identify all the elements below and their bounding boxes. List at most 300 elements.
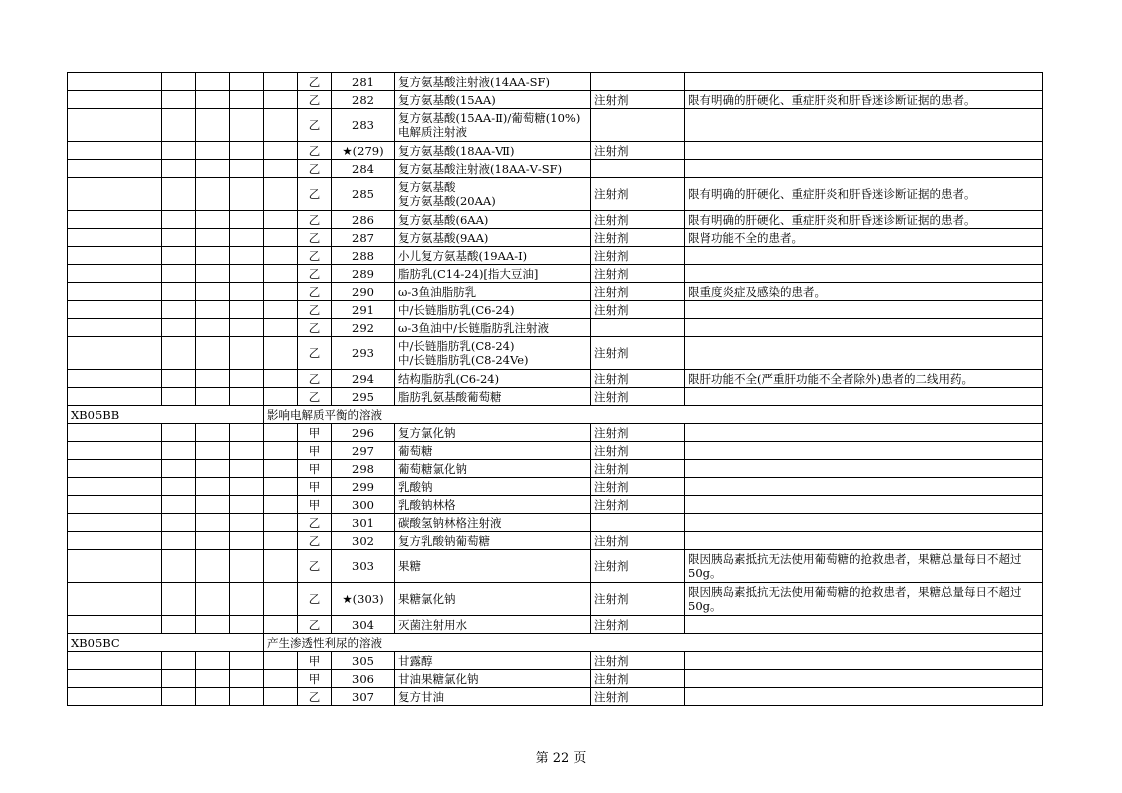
table-row <box>68 652 1043 670</box>
table-row <box>68 514 1043 532</box>
empty-cell <box>230 73 264 91</box>
empty-cell <box>68 616 162 634</box>
grade-cell: 乙 <box>298 514 332 532</box>
drug-name-cell: 复方氨基酸(18AA-Ⅶ) <box>395 142 591 160</box>
empty-cell <box>196 532 230 550</box>
grade-cell: 乙 <box>298 583 332 616</box>
table-row <box>68 301 1043 319</box>
empty-cell <box>230 265 264 283</box>
empty-cell <box>162 109 196 142</box>
empty-cell <box>230 424 264 442</box>
empty-cell <box>162 178 196 211</box>
restriction-note-cell <box>685 688 1043 706</box>
empty-cell <box>196 583 230 616</box>
dosage-form-cell: 注射剂 <box>591 532 685 550</box>
grade-cell: 乙 <box>298 301 332 319</box>
dosage-form-cell: 注射剂 <box>591 478 685 496</box>
empty-cell <box>68 442 162 460</box>
drug-name-cell: 乳酸钠林格 <box>395 496 591 514</box>
grade-cell: 乙 <box>298 178 332 211</box>
empty-cell <box>264 142 298 160</box>
empty-cell <box>196 550 230 583</box>
restriction-note-cell: 限有明确的肝硬化、重症肝炎和肝昏迷诊断证据的患者。 <box>685 91 1043 109</box>
table-row <box>68 550 1043 583</box>
restriction-note-cell <box>685 337 1043 370</box>
table-row <box>68 688 1043 706</box>
drug-name-cell: 中/长链脂肪乳(C6-24) <box>395 301 591 319</box>
drug-name-cell: ω-3鱼油脂肪乳 <box>395 283 591 301</box>
number-cell: 286 <box>332 211 395 229</box>
empty-cell <box>162 319 196 337</box>
grade-cell: 乙 <box>298 265 332 283</box>
empty-cell <box>230 319 264 337</box>
empty-cell <box>196 670 230 688</box>
empty-cell <box>196 73 230 91</box>
grade-cell: 甲 <box>298 424 332 442</box>
empty-cell <box>264 109 298 142</box>
number-cell: 296 <box>332 424 395 442</box>
empty-cell <box>162 442 196 460</box>
empty-cell <box>68 583 162 616</box>
empty-cell <box>196 460 230 478</box>
number-cell: 295 <box>332 388 395 406</box>
drug-name-cell: 灭菌注射用水 <box>395 616 591 634</box>
drug-name-cell: 复方氯化钠 <box>395 424 591 442</box>
dosage-form-cell <box>591 160 685 178</box>
table-row <box>68 424 1043 442</box>
empty-cell <box>264 478 298 496</box>
empty-cell <box>264 460 298 478</box>
empty-cell <box>196 370 230 388</box>
restriction-note-cell: 限有明确的肝硬化、重症肝炎和肝昏迷诊断证据的患者。 <box>685 211 1043 229</box>
grade-cell: 乙 <box>298 160 332 178</box>
empty-cell <box>230 496 264 514</box>
empty-cell <box>162 688 196 706</box>
restriction-note-cell <box>685 460 1043 478</box>
empty-cell <box>68 247 162 265</box>
drug-list-table <box>67 72 1043 706</box>
empty-cell <box>230 91 264 109</box>
drug-name-cell: 碳酸氢钠林格注射液 <box>395 514 591 532</box>
dosage-form-cell: 注射剂 <box>591 670 685 688</box>
empty-cell <box>196 514 230 532</box>
grade-cell: 甲 <box>298 442 332 460</box>
dosage-form-cell <box>591 109 685 142</box>
empty-cell <box>264 388 298 406</box>
empty-cell <box>68 670 162 688</box>
restriction-note-cell <box>685 301 1043 319</box>
dosage-form-cell: 注射剂 <box>591 370 685 388</box>
empty-cell <box>196 160 230 178</box>
empty-cell <box>264 301 298 319</box>
empty-cell <box>68 688 162 706</box>
empty-cell <box>264 442 298 460</box>
restriction-note-cell <box>685 319 1043 337</box>
empty-cell <box>230 550 264 583</box>
empty-cell <box>230 442 264 460</box>
number-cell: 283 <box>332 109 395 142</box>
empty-cell <box>264 652 298 670</box>
restriction-note-cell <box>685 142 1043 160</box>
grade-cell: 乙 <box>298 73 332 91</box>
empty-cell <box>68 337 162 370</box>
dosage-form-cell <box>591 514 685 532</box>
empty-cell <box>68 478 162 496</box>
table-row <box>68 583 1043 616</box>
empty-cell <box>196 319 230 337</box>
empty-cell <box>196 688 230 706</box>
empty-cell <box>68 496 162 514</box>
drug-name-cell: 结构脂肪乳(C6-24) <box>395 370 591 388</box>
drug-name-cell: 乳酸钠 <box>395 478 591 496</box>
empty-cell <box>230 337 264 370</box>
empty-cell <box>68 388 162 406</box>
dosage-form-cell: 注射剂 <box>591 91 685 109</box>
table-row <box>68 283 1043 301</box>
restriction-note-cell: 限重度炎症及感染的患者。 <box>685 283 1043 301</box>
drug-name-cell: 葡萄糖氯化钠 <box>395 460 591 478</box>
empty-cell <box>264 247 298 265</box>
table-row <box>68 337 1043 370</box>
empty-cell <box>264 550 298 583</box>
dosage-form-cell <box>591 319 685 337</box>
empty-cell <box>68 283 162 301</box>
empty-cell <box>264 91 298 109</box>
dosage-form-cell <box>591 73 685 91</box>
empty-cell <box>68 652 162 670</box>
empty-cell <box>68 301 162 319</box>
grade-cell: 乙 <box>298 370 332 388</box>
empty-cell <box>68 229 162 247</box>
drug-name-cell: 果糖氯化钠 <box>395 583 591 616</box>
category-title: 产生渗透性利尿的溶液 <box>264 634 1043 652</box>
empty-cell <box>196 424 230 442</box>
restriction-note-cell <box>685 247 1043 265</box>
empty-cell <box>230 460 264 478</box>
grade-cell: 甲 <box>298 478 332 496</box>
empty-cell <box>196 496 230 514</box>
grade-cell: 乙 <box>298 91 332 109</box>
empty-cell <box>68 319 162 337</box>
restriction-note-cell <box>685 109 1043 142</box>
empty-cell <box>230 532 264 550</box>
table-row <box>68 247 1043 265</box>
table-row <box>68 460 1043 478</box>
number-cell: 284 <box>332 160 395 178</box>
category-row <box>68 406 1043 424</box>
number-cell: 282 <box>332 91 395 109</box>
empty-cell <box>230 652 264 670</box>
grade-cell: 乙 <box>298 109 332 142</box>
number-cell: 302 <box>332 532 395 550</box>
drug-name-cell: 中/长链脂肪乳(C8-24) 中/长链脂肪乳(C8-24Ve) <box>395 337 591 370</box>
empty-cell <box>162 160 196 178</box>
table-body <box>68 73 1043 706</box>
empty-cell <box>230 670 264 688</box>
grade-cell: 乙 <box>298 142 332 160</box>
table-row <box>68 142 1043 160</box>
grade-cell: 乙 <box>298 283 332 301</box>
drug-name-cell: 复方氨基酸(6AA) <box>395 211 591 229</box>
empty-cell <box>264 496 298 514</box>
table-row <box>68 388 1043 406</box>
empty-cell <box>162 460 196 478</box>
table-row <box>68 319 1043 337</box>
dosage-form-cell: 注射剂 <box>591 442 685 460</box>
empty-cell <box>162 652 196 670</box>
empty-cell <box>230 142 264 160</box>
category-title: 影响电解质平衡的溶液 <box>264 406 1043 424</box>
restriction-note-cell <box>685 424 1043 442</box>
restriction-note-cell <box>685 616 1043 634</box>
grade-cell: 乙 <box>298 688 332 706</box>
drug-name-cell: ω-3鱼油中/长链脂肪乳注射液 <box>395 319 591 337</box>
restriction-note-cell <box>685 670 1043 688</box>
restriction-note-cell: 限肝功能不全(严重肝功能不全者除外)患者的二线用药。 <box>685 370 1043 388</box>
grade-cell: 乙 <box>298 247 332 265</box>
empty-cell <box>162 73 196 91</box>
empty-cell <box>68 160 162 178</box>
dosage-form-cell: 注射剂 <box>591 616 685 634</box>
grade-cell: 甲 <box>298 460 332 478</box>
grade-cell: 乙 <box>298 229 332 247</box>
empty-cell <box>196 301 230 319</box>
dosage-form-cell: 注射剂 <box>591 388 685 406</box>
empty-cell <box>264 688 298 706</box>
empty-cell <box>264 283 298 301</box>
empty-cell <box>196 142 230 160</box>
dosage-form-cell: 注射剂 <box>591 301 685 319</box>
number-cell: 285 <box>332 178 395 211</box>
category-code: XB05BC <box>68 634 264 652</box>
empty-cell <box>196 652 230 670</box>
table-row <box>68 532 1043 550</box>
number-cell: 291 <box>332 301 395 319</box>
empty-cell <box>162 616 196 634</box>
empty-cell <box>68 91 162 109</box>
restriction-note-cell <box>685 496 1043 514</box>
number-cell: 290 <box>332 283 395 301</box>
drug-name-cell: 复方氨基酸(9AA) <box>395 229 591 247</box>
empty-cell <box>264 337 298 370</box>
empty-cell <box>196 247 230 265</box>
restriction-note-cell <box>685 388 1043 406</box>
number-cell: 306 <box>332 670 395 688</box>
drug-name-cell: 复方氨基酸注射液(18AA-Ⅴ-SF) <box>395 160 591 178</box>
empty-cell <box>230 514 264 532</box>
grade-cell: 乙 <box>298 550 332 583</box>
grade-cell: 甲 <box>298 496 332 514</box>
empty-cell <box>162 514 196 532</box>
drug-name-cell: 甘露醇 <box>395 652 591 670</box>
empty-cell <box>264 583 298 616</box>
empty-cell <box>162 211 196 229</box>
grade-cell: 乙 <box>298 211 332 229</box>
empty-cell <box>68 142 162 160</box>
empty-cell <box>162 550 196 583</box>
empty-cell <box>162 388 196 406</box>
table-row <box>68 670 1043 688</box>
table-row <box>68 211 1043 229</box>
empty-cell <box>264 319 298 337</box>
dosage-form-cell: 注射剂 <box>591 496 685 514</box>
dosage-form-cell: 注射剂 <box>591 178 685 211</box>
empty-cell <box>264 616 298 634</box>
empty-cell <box>264 532 298 550</box>
empty-cell <box>68 550 162 583</box>
empty-cell <box>162 337 196 370</box>
empty-cell <box>230 688 264 706</box>
grade-cell: 乙 <box>298 388 332 406</box>
grade-cell: 甲 <box>298 670 332 688</box>
grade-cell: 乙 <box>298 337 332 370</box>
table-row <box>68 73 1043 91</box>
empty-cell <box>264 73 298 91</box>
empty-cell <box>230 283 264 301</box>
table-row <box>68 160 1043 178</box>
dosage-form-cell: 注射剂 <box>591 550 685 583</box>
empty-cell <box>162 532 196 550</box>
dosage-form-cell: 注射剂 <box>591 211 685 229</box>
drug-name-cell: 脂肪乳(C14-24)[指大豆油] <box>395 265 591 283</box>
table-row <box>68 91 1043 109</box>
number-cell: 292 <box>332 319 395 337</box>
empty-cell <box>162 496 196 514</box>
grade-cell: 乙 <box>298 532 332 550</box>
dosage-form-cell: 注射剂 <box>591 688 685 706</box>
dosage-form-cell: 注射剂 <box>591 652 685 670</box>
page-number: 第 22 页 <box>535 751 587 766</box>
dosage-form-cell: 注射剂 <box>591 337 685 370</box>
empty-cell <box>196 388 230 406</box>
table-row <box>68 178 1043 211</box>
dosage-form-cell: 注射剂 <box>591 460 685 478</box>
empty-cell <box>196 91 230 109</box>
empty-cell <box>68 109 162 142</box>
drug-name-cell: 复方氨基酸(15AA) <box>395 91 591 109</box>
empty-cell <box>68 178 162 211</box>
empty-cell <box>264 370 298 388</box>
empty-cell <box>230 109 264 142</box>
empty-cell <box>68 370 162 388</box>
empty-cell <box>196 616 230 634</box>
empty-cell <box>230 388 264 406</box>
empty-cell <box>68 532 162 550</box>
empty-cell <box>196 229 230 247</box>
restriction-note-cell <box>685 73 1043 91</box>
number-cell: 303 <box>332 550 395 583</box>
empty-cell <box>230 211 264 229</box>
grade-cell: 乙 <box>298 616 332 634</box>
restriction-note-cell: 限因胰岛素抵抗无法使用葡萄糖的抢救患者，果糖总量每日不超过50g。 <box>685 550 1043 583</box>
number-cell: ★(279) <box>332 142 395 160</box>
drug-name-cell: 复方氨基酸 复方氨基酸(20AA) <box>395 178 591 211</box>
empty-cell <box>196 178 230 211</box>
empty-cell <box>68 514 162 532</box>
number-cell: 299 <box>332 478 395 496</box>
table-row <box>68 109 1043 142</box>
restriction-note-cell <box>685 478 1043 496</box>
empty-cell <box>162 229 196 247</box>
drug-name-cell: 葡萄糖 <box>395 442 591 460</box>
number-cell: 301 <box>332 514 395 532</box>
number-cell: 298 <box>332 460 395 478</box>
table-row <box>68 442 1043 460</box>
empty-cell <box>196 337 230 370</box>
empty-cell <box>162 301 196 319</box>
drug-name-cell: 复方氨基酸注射液(14AA-SF) <box>395 73 591 91</box>
drug-name-cell: 甘油果糖氯化钠 <box>395 670 591 688</box>
restriction-note-cell <box>685 442 1043 460</box>
number-cell: 289 <box>332 265 395 283</box>
table-row <box>68 370 1043 388</box>
dosage-form-cell: 注射剂 <box>591 229 685 247</box>
empty-cell <box>68 460 162 478</box>
empty-cell <box>264 229 298 247</box>
dosage-form-cell: 注射剂 <box>591 424 685 442</box>
empty-cell <box>230 478 264 496</box>
empty-cell <box>230 247 264 265</box>
empty-cell <box>162 583 196 616</box>
empty-cell <box>230 229 264 247</box>
category-row <box>68 634 1043 652</box>
empty-cell <box>264 670 298 688</box>
number-cell: 281 <box>332 73 395 91</box>
restriction-note-cell: 限肾功能不全的患者。 <box>685 229 1043 247</box>
restriction-note-cell <box>685 265 1043 283</box>
empty-cell <box>68 73 162 91</box>
table-row <box>68 265 1043 283</box>
category-code: XB05BB <box>68 406 264 424</box>
drug-name-cell: 脂肪乳氨基酸葡萄糖 <box>395 388 591 406</box>
empty-cell <box>162 283 196 301</box>
dosage-form-cell: 注射剂 <box>591 265 685 283</box>
drug-name-cell: 复方乳酸钠葡萄糖 <box>395 532 591 550</box>
empty-cell <box>162 670 196 688</box>
restriction-note-cell: 限因胰岛素抵抗无法使用葡萄糖的抢救患者，果糖总量每日不超过50g。 <box>685 583 1043 616</box>
empty-cell <box>162 142 196 160</box>
empty-cell <box>68 424 162 442</box>
restriction-note-cell <box>685 532 1043 550</box>
empty-cell <box>230 178 264 211</box>
drug-name-cell: 小儿复方氨基酸(19AA-Ⅰ) <box>395 247 591 265</box>
empty-cell <box>196 283 230 301</box>
table-row <box>68 496 1043 514</box>
empty-cell <box>230 616 264 634</box>
empty-cell <box>162 247 196 265</box>
empty-cell <box>68 265 162 283</box>
empty-cell <box>162 478 196 496</box>
restriction-note-cell: 限有明确的肝硬化、重症肝炎和肝昏迷诊断证据的患者。 <box>685 178 1043 211</box>
empty-cell <box>196 442 230 460</box>
empty-cell <box>162 370 196 388</box>
dosage-form-cell: 注射剂 <box>591 583 685 616</box>
empty-cell <box>162 265 196 283</box>
dosage-form-cell: 注射剂 <box>591 142 685 160</box>
table-row <box>68 229 1043 247</box>
table-row <box>68 616 1043 634</box>
drug-name-cell: 果糖 <box>395 550 591 583</box>
empty-cell <box>162 91 196 109</box>
empty-cell <box>264 211 298 229</box>
empty-cell <box>230 160 264 178</box>
empty-cell <box>196 478 230 496</box>
number-cell: 293 <box>332 337 395 370</box>
number-cell: 288 <box>332 247 395 265</box>
empty-cell <box>230 370 264 388</box>
restriction-note-cell <box>685 652 1043 670</box>
empty-cell <box>264 265 298 283</box>
